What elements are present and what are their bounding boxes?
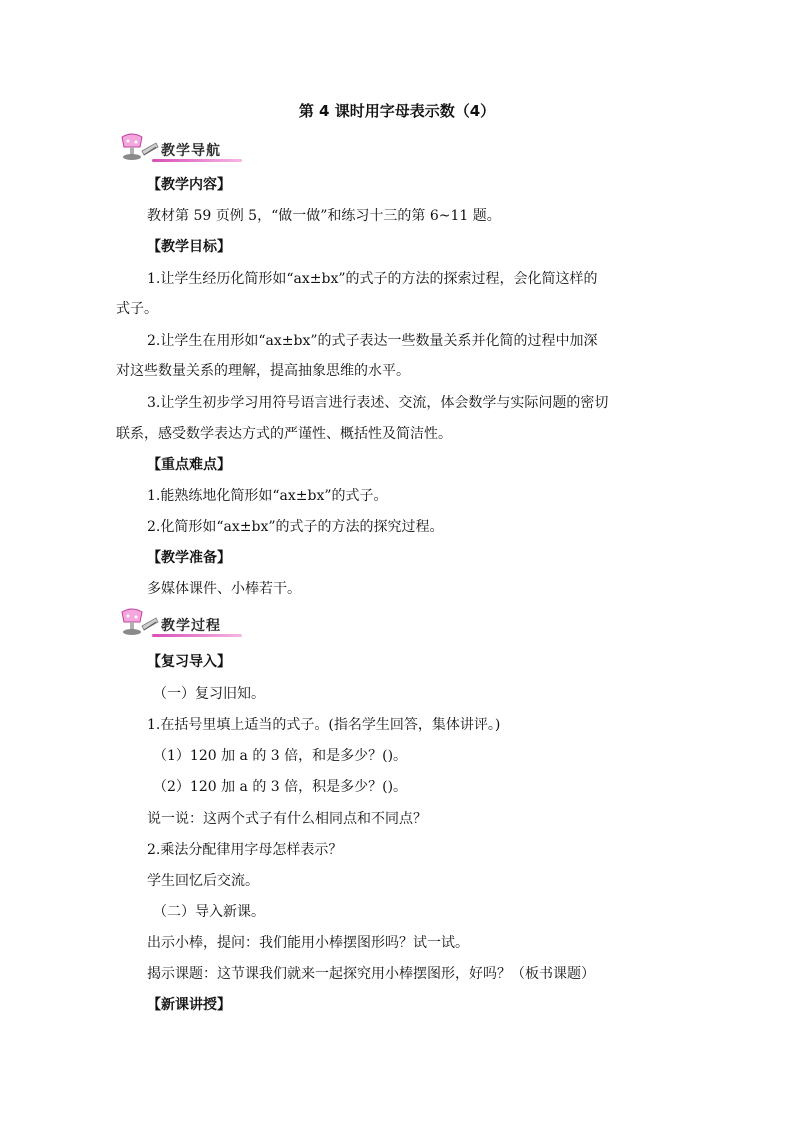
prep-heading: 【教学准备】: [147, 550, 231, 566]
section-underline: [152, 634, 242, 637]
goal-heading: 【教学目标】: [147, 239, 231, 255]
goal-3-line-1: 3.让学生初步学习用符号语言进行表述、交流，体会数学与实际问题的密切: [147, 395, 609, 411]
content-text: 教材第 59 页例 5，“做一做”和练习十三的第 6~11 题。: [147, 208, 501, 224]
prep-text: 多媒体课件、小棒若干。: [147, 581, 301, 597]
review-reveal-topic: 揭示课题：这节课我们就来一起探究用小棒摆图形，好吗？（板书课题）: [147, 966, 595, 982]
goal-2-line-2: 对这些数量关系的理解，提高抽象思维的水平。: [116, 363, 410, 379]
goal-2-line-1: 2.让学生在用形如“ax±bx”的式子表达一些数量关系并化简的过程中加深: [147, 333, 598, 349]
review-discussion: 说一说：这两个式子有什么相同点和不同点？: [147, 811, 427, 827]
page-title: 第 4 课时用字母表示数（4）: [298, 102, 496, 120]
key-point-2: 2.化简形如“ax±bx”的式子的方法的探究过程。: [147, 519, 444, 535]
goal-3-line-2: 联系，感受数学表达方式的严谨性、概括性及简洁性。: [116, 426, 452, 442]
review-subsection-1: （一）复习旧知。: [153, 686, 265, 702]
section-title-process: 教学过程: [161, 618, 221, 634]
new-lesson-heading: 【新课讲授】: [147, 997, 231, 1013]
review-heading: 【复习导入】: [147, 654, 231, 670]
goal-1-line-2: 式子。: [116, 301, 158, 317]
review-question-1: 1.在括号里填上适当的式子。(指名学生回答，集体讲评。): [147, 717, 501, 733]
content-heading: 【教学内容】: [147, 177, 231, 193]
review-question-2: 2.乘法分配律用字母怎样表示？: [147, 842, 343, 858]
section-header-process: [116, 608, 246, 640]
review-question-1-2: （2）120 加 a 的 3 倍，积是多少？()。: [153, 779, 408, 795]
goal-1-line-1: 1.让学生经历化简形如“ax±bx”的式子的方法的探索过程，会化简这样的: [147, 271, 598, 287]
review-question-1-1: （1）120 加 a 的 3 倍，和是多少？()。: [153, 748, 408, 764]
section-underline: [152, 159, 242, 162]
key-heading: 【重点难点】: [147, 457, 231, 473]
review-show-sticks: 出示小棒，提问：我们能用小棒摆图形吗？试一试。: [147, 935, 469, 951]
review-subsection-2: （二）导入新课。: [153, 904, 265, 920]
review-answer: 学生回忆后交流。: [147, 873, 259, 889]
section-header-nav: [116, 133, 246, 165]
section-title-nav: 教学导航: [161, 143, 221, 159]
key-point-1: 1.能熟练地化简形如“ax±bx”的式子。: [147, 488, 388, 504]
